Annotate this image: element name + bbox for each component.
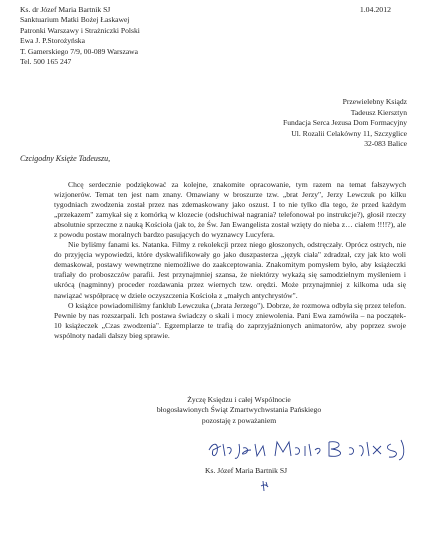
recipient-line: Fundacja Serca Jezusa Dom Formacyjny [283, 118, 407, 128]
salutation: Czcigodny Księże Tadeuszu, [20, 154, 111, 163]
letter-body [54, 180, 406, 341]
sender-line: T. Gamerskiego 7/9, 00-089 Warszawa [20, 46, 139, 56]
closing-line: błogosławionych Świąt Zmartwychwstania Pańskiego [156, 405, 322, 415]
recipient-line: Tadeusz Kiersztyn [350, 107, 407, 117]
closing-block [134, 395, 344, 426]
closing-line: pozostaję z poważaniem [201, 415, 277, 425]
body-paragraph: Chcę serdecznie podziękować za kolejne, znakomite opracowanie, tym razem na temat fałszywych wizjonerów. Temat ten jest nam znany. Omawiany w broszurze tzw. „brat Jerzy", Jerzy Lewczuk po kilku tygodniach zwodzenia został przez nas zdemaskowany jako oszust. I to nie tylko dla tego, że przed każdym „przekazem" zamykał się z komórką w klozecie (odsłuchiwał nagrania? telefonował po instrukcje?), głosił rzeczy absolutnie sprzeczne z nauką Kościoła (jak to, że Św. Jan Ewangelista został wzięty do nieba z… ciałem !!!!?), ale z powodu postaw moralnych bardzo pasujących do wyznawcy Lucyfera. [54, 180, 406, 240]
handwritten-signature [205, 434, 415, 464]
sender-line: Patronki Warszawy i Strażniczki Polski [20, 25, 140, 35]
initial-mark-icon [258, 479, 272, 493]
recipient-line: Przewielebny Ksiądz [342, 97, 407, 106]
signer-name: Ks. Józef Maria Bartnik SJ [205, 466, 288, 475]
body-paragraph: Nie byliśmy fanami ks. Natanka. Filmy z rekolekcji przez niego głoszonych, odstręczały. Oprócz ostrych, nie do przyjęcia wypowiedzi, które dyskwalifikowały go jako duszpasterza „język ciała" zdradzał, czy jak kto woli demaskował, postawy wewnętrzne niemożliwe do zaakceptowania. Znakomitym pomysłem było, aby książeczki trafiały do proboszczów parafii. Jest przynajmniej szansa, że niektórzy wykażą się samodzielnym myśleniem i ukrócą (nagminny) proceder rozdawania przez wiernych tzw. orędzi. Może przynajmniej z kilkoma uda się nawiązać współpracę w dziele oczyszczenia Kościoła z „małych antychrystów". [54, 240, 406, 300]
recipient-address-block [283, 97, 407, 150]
recipient-line: 32-083 Balice [364, 139, 407, 149]
body-paragraph: O książce powiadomiliśmy fanklub Lewczuka („brata Jerzego"). Dobrze, że rozmowa odbyła się przez telefon. Pewnie by nas rozszarpali. Ich postawa świadczy o skali i mocy zniewolenia. Pani Ewa zamówiła – na początek- 10 książeczek „Czas zwodzenia". Egzemplarze te trafią do zaprzyjaźnionych animatorów, aby poprzez swoje wspólnoty nadali dalszy bieg sprawie. [54, 300, 406, 340]
sender-line: Ewa J. P.Storożyńska [20, 36, 85, 46]
sender-line: Sanktuarium Matki Bożej Łaskawej [20, 15, 130, 25]
closing-line: Życzę Księdzu i całej Wspólnocie [187, 395, 291, 404]
sender-line: Tel. 500 165 247 [20, 57, 72, 67]
letter-date: 1.04.2012 [359, 5, 391, 14]
sender-address-block [20, 5, 140, 67]
sender-line: Ks. dr Józef Maria Bartnik SJ [20, 5, 111, 14]
recipient-line: Ul. Rozalii Celakówny 11, Szczyglice [291, 128, 407, 138]
